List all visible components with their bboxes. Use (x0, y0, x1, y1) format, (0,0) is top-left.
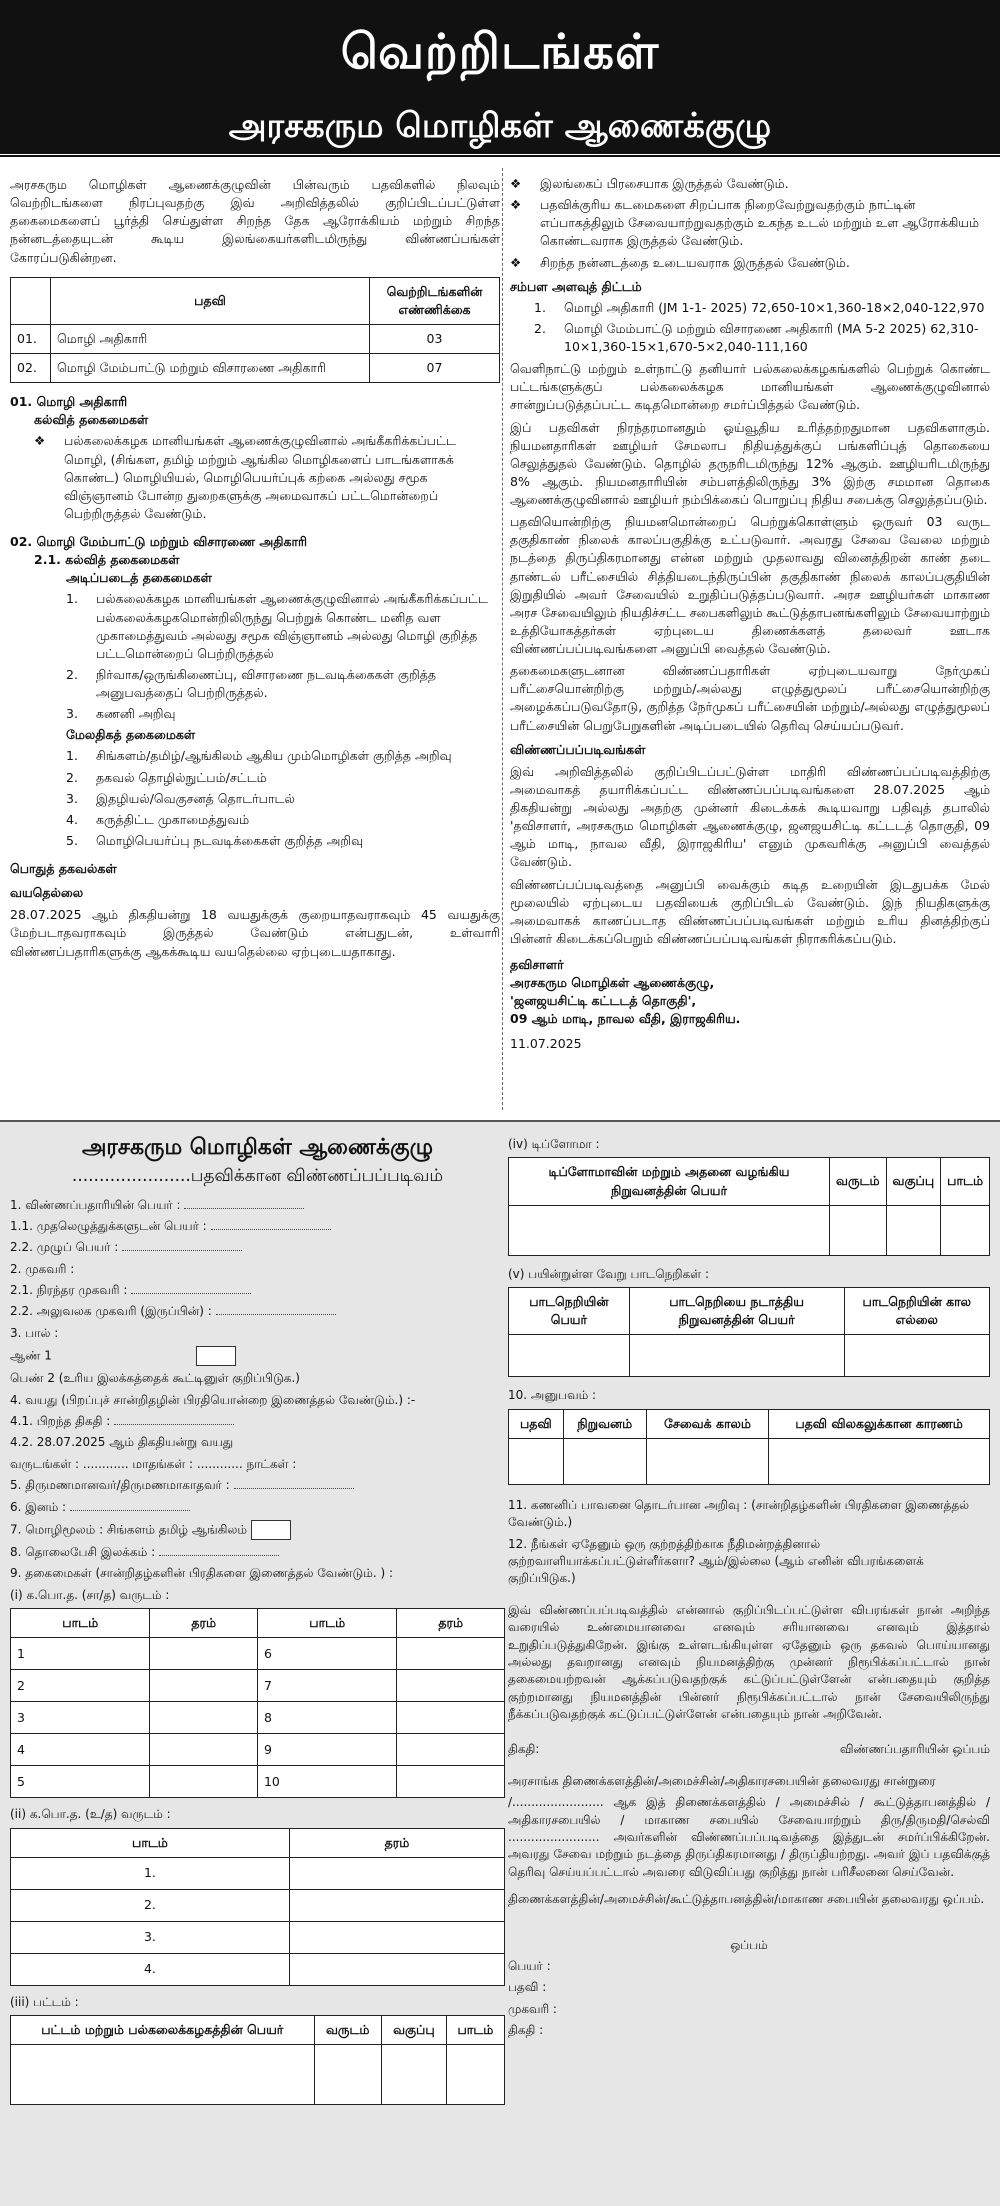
paragraph: இப் பதவிகள் நிரந்தரமானதும் ஓய்வூதிய உரித்தற்றதுமான பதவிகளாகும். நியமனதாரிகள் ஊழியர் சேமலாப நிதியத்துக்குப் பங்களிப்புத் தொகையை செலுத்துதல் வேண்டும். தொழில் தருநரிடமிருந்து 12% ஆகும். ஊழியரிடமிருந்து 8% ஆகும். நியமனதாரியின் சம்பளத்திலிருந்து 3% இற்கு சமமான தொகை ஆணைக்குழுவினால் ஊழியர் நம்பிக்கைப் பொறுப்பு நிதிய சபைக்கு செலுத்தப்படும். (510, 419, 990, 507)
section-title: பொதுத் தகவல்கள் (10, 861, 117, 876)
medium-box[interactable] (251, 1520, 291, 1540)
form-field-race[interactable]: 6. இனம் : (10, 1499, 505, 1516)
form-field-gender: 3. பால் : (10, 1325, 59, 1340)
list-item: 3. இதழியல்/வெகுசனத் தொடர்பாடல் (66, 790, 295, 806)
list-item: 2. மொழி மேம்பாட்டு மற்றும் விசாரணை அதிகாரி (MA 5-2 2025) 62,310-10×1,360-15×1,670-5×2,040-111,160 (534, 320, 979, 354)
form-field-office-address[interactable]: 2.2. அலுவலக முகவரி (இருப்பின்) : (10, 1303, 505, 1320)
list-item: 2. நிர்வாக/ஒருங்கிணைப்பு, விசாரணை நடவடிக்கைகள் குறித்த அனுபவத்தைப் பெற்றிருத்தல். (66, 666, 436, 700)
form-subtitle: ......................பதவிக்கான விண்ணப்பப்படிவம் (71, 1165, 444, 1186)
table-row[interactable]: 1. (11, 1857, 505, 1889)
subsection-title: அடிப்படைத் தகைமைகள் (66, 570, 212, 586)
list-item: ❖ பல்கலைக்கழக மானியங்கள் ஆணைக்குழுவினால் அங்கீகரிக்கப்பட்ட மொழி, (சிங்கள, தமிழ் மற்றும் ஆங்கில மொழிகளைப் பாடங்களாகக் கொண்ட) மொழியியல், மொழிபெயர்ப்புக் கற்கை அல்லது சமூக விஞ்ஞானம் போன்ற துறைகளுக்கு அமைவாகப் பட்டமொன்றைப் பெற்றிருத்தல் வேண்டும். (34, 432, 500, 523)
paragraph: வெளிநாட்டு மற்றும் உள்நாட்டு தனியார் பல்கலைக்கழகங்களில் பெற்றுக் கொண்ட பட்டங்களுக்குப் பல்கலைக்கழக மானியங்கள் ஆணைக்குழுவினால் சான்றுப்படுத்தப்பட்ட கடிதமொன்றை சமர்ப்பித்தல் வேண்டும். (510, 361, 990, 413)
al-table: பாடம் தரம் 1. 2. 3. 4. (10, 1828, 505, 1986)
form-field-age: 4. வயது (பிறப்புச் சான்றிதழின் பிரதியொன்றை இணைத்தல் வேண்டும்.) :- (10, 1392, 416, 1407)
table-row[interactable]: 2. (11, 1889, 505, 1921)
section-title: 02. மொழி மேம்பாட்டு மற்றும் விசாரணை அதிகாரி (10, 534, 308, 549)
table-row[interactable]: 5 10 (11, 1766, 505, 1798)
page-title: வெற்றிடங்கள் (340, 24, 660, 80)
footer-field-address[interactable]: முகவரி : (508, 2001, 557, 2016)
diploma-label: (iv) டிப்ளோமா : (508, 1137, 600, 1151)
list-item: 1. பல்கலைக்கழக மானியங்கள் ஆணைக்குழுவினால் அங்கீகரிக்கப்பட்ட பல்கலைக்கழகமொன்றிலிருந்து பெற்றுக் கொண்ட மனித வள முகாமைத்துவம் அல்லது சமூக விஞ்ஞானம் அல்லது மொழி குறித்த பட்டமொன்றைப் பெற்றிருத்தல் (66, 591, 488, 661)
table-row[interactable] (509, 1205, 990, 1255)
subsection-title: வயதெல்லை (10, 885, 84, 901)
course-label: (v) பயின்றுள்ள வேறு பாடநெறிகள் : (508, 1266, 709, 1281)
list-item: 1. மொழி அதிகாரி (JM 1-1- 2025) 72,650-10×1,360-18×2,040-122,970 (534, 299, 985, 315)
vacancy-table (10, 277, 500, 384)
footer-field-name[interactable]: பெயர் : (508, 1959, 551, 1973)
paragraph: விண்ணப்பப்படிவத்தை அனுப்பி வைக்கும் கடித உறையின் இடதுபக்க மேல் மூலையில் ஏற்புடைய பதவியைக் குறிப்பிடல் வேண்டும். இந் நியதிகளுக்கு அமைவாகக் காணப்படாத விண்ணப்பப்படிவங்கள் மற்றும் உரிய தினத்திற்குப் பின்னர் கிடைக்கப்பெறும் விண்ணப்பப்படிவங்கள் நிராகரிக்கப்படும். (510, 876, 990, 946)
form-field-phone[interactable]: 8. தொலைபேசி இலக்கம் : (10, 1544, 505, 1561)
subsection-title: சம்பள அளவுத் திட்டம் (510, 278, 642, 294)
form-field-name[interactable]: 1. விண்ணப்பதாரியின் பெயர் : (10, 1197, 505, 1214)
table-row: 01. மொழி அதிகாரி 03 (11, 324, 500, 353)
list-item: 4. கருத்திட்ட முகாமைத்துவம் (66, 811, 250, 827)
form-field-initials[interactable]: 1.1. முதலெழுத்துக்களுடன் பெயர் : (10, 1218, 505, 1235)
degree-table: பட்டம் மற்றும் பல்கலைக்கழகத்தின் பெயர் வருடம் வகுப்பு பாடம் (10, 2015, 505, 2105)
declaration: இவ் விண்ணப்பப்படிவத்தில் என்னால் குறிப்பிடப்பட்டுள்ள விபரங்கள் நான் அறிந்த வரையில் உண்மையானவை எனவும் சரியானவை எனவும் இத்தால் உறுதிப்படுத்துகிறேன். இங்கு உள்ளடங்கியுள்ள ஏதேனும் ஒரு தகவல் பொய்யானது அல்லது தவறானது எனவும் நியமனத்திற்கு முன்னர் நிரூபிக்கப்பட்டால் நான் தகைமையற்றவன் ஆக்கப்படுவதற்குக் கட்டுப்பட்டுள்ளேன் என்பதையும் குறித்த குற்றமானது நியமனத்தின் பின்னர் நிரூபிக்கப்பட்டால் நான் சேவையிலிருந்து நீக்கப்படுவதற்குக் கட்டுப்பட்டுள்ளேன் என்பதையும் நான் அறிவேன். (508, 1602, 990, 1722)
form-field-age-on-date: 4.2. 28.07.2025 ஆம் திகதியன்று வயது (10, 1435, 234, 1450)
table-row[interactable]: 4. (11, 1953, 505, 1985)
diploma-table: டிப்ளோமாவின் மற்றும் அதனை வழங்கிய நிறுவனத்தின் பெயர் வருடம் வகுப்பு பாடம் (508, 1157, 990, 1255)
subsection-title: விண்ணப்பப்படிவங்கள் (510, 741, 646, 757)
ol-table: பாடம் தரம் பாடம் தரம் 1 6 2 7 3 8 4 9 5 10 (10, 1608, 505, 1798)
date-label: திகதி: (508, 1742, 540, 1757)
subsection-title: 2.1. கல்வித் தகைமைகள் (34, 552, 180, 568)
table-row[interactable] (509, 1438, 990, 1484)
form-title: அரசகரும மொழிகள் ஆணைக்குழு (81, 1135, 433, 1160)
gender-male: ஆண் 1 (10, 1346, 505, 1366)
form-field-fullname[interactable]: 2.2. முழுப் பெயர் : (10, 1239, 505, 1256)
applicant-signature-label: விண்ணப்பதாரியின் ஒப்பம் (839, 1742, 990, 1757)
application-form (0, 1120, 1000, 2206)
table-row[interactable]: 4 9 (11, 1734, 505, 1766)
diamond-bullet-icon: ❖ (34, 433, 46, 449)
ol-label: (i) க.பொ.த. (சா/த) வருடம் : (10, 1587, 170, 1602)
degree-label: (iii) பட்டம் : (10, 1994, 79, 2009)
table-row[interactable]: 2 7 (11, 1670, 505, 1702)
list-item: 3. கணனி அறிவு (66, 706, 176, 722)
diamond-bullet-icon: ❖ (510, 197, 522, 213)
page-subtitle: அரசகரும மொழிகள் ஆணைக்குழு (228, 105, 772, 146)
certification-heading: அரசாங்க திணைக்களத்தின்/அமைச்சின்/அதிகாரசபையின் தலைவரது சான்றுரை (508, 1773, 936, 1788)
list-item: 5. மொழிபெயர்ப்பு நடவடிக்கைகள் குறித்த அறிவு (66, 832, 364, 848)
table-row[interactable] (509, 1335, 990, 1377)
list-item: 2. தகவல் தொழில்நுட்பம்/சட்டம் (66, 769, 267, 785)
notice-date: 11.07.2025 (510, 1035, 582, 1051)
form-field-permanent-address[interactable]: 2.1. நிரந்தர முகவரி : (10, 1282, 505, 1299)
diamond-bullet-icon: ❖ (510, 254, 522, 270)
form-field-conviction[interactable]: 12. நீங்கள் ஏதேனும் ஒரு குற்றத்திற்காக நீதிமன்றத்தினால் குற்றவாளியாக்கப்பட்டுள்ளீர்களா? ஆம்/இல்லை (ஆம் எனின் விபரங்களைக் குறிப்பிடுக.) (508, 1536, 924, 1586)
right-column (510, 172, 990, 1053)
paragraph: தகைமைகளுடனான விண்ணப்பதாரிகள் ஏற்புடையவாறு நேர்முகப் பரீட்சையொன்றிற்கு மற்றும்/அல்லது எழுத்துமூலப் பரீட்சையொன்றிற்கு அழைக்கப்படுவதோடு, குறித்த நேர்முகப் பரீட்சையின் மற்றும்/அல்லது எழுத்துமூலப் பரீட்சையின் பெறுபேறுகளின் அடிப்படையில் தெரிவு செய்யப்படுவர். (510, 663, 990, 733)
gender-female: பெண் 2 (உரிய இலக்கத்தைக் கூட்டினுள் குறிப்பிடுக.) (10, 1371, 300, 1386)
footer-field-date[interactable]: திகதி : (508, 2023, 544, 2038)
form-field-medium: 7. மொழிமூலம் : சிங்களம் தமிழ் ஆங்கிலம் (10, 1520, 505, 1540)
form-field-computer[interactable]: 11. கணனிப் பாவனை தொடர்பான அறிவு : (சான்றிதழ்களின் பிரதிகளை இணைத்தல் வேண்டும்.) (508, 1497, 970, 1530)
experience-table: பதவி நிறுவனம் சேவைக் காலம் பதவி விலகலுக்கான காரணம் (508, 1409, 990, 1485)
certification-footer: திணைக்களத்தின்/அமைச்சின்/கூட்டுத்தாபனத்தின்/மாகாண சபையின் தலைவரது ஒப்பம். (508, 1892, 985, 1907)
col-count: வெற்றிடங்களின் எண்ணிக்கை (370, 277, 500, 324)
list-item: ❖ பதவிக்குரிய கடமைகளை சிறப்பாக நிறைவேற்றுவதற்கும் நாட்டின் எப்பாகத்திலும் சேவையாற்றுவதற்கும் உகந்த உடல் மற்றும் உள ஆரோக்கியம் கொண்டவராக இருத்தல் வேண்டும். (510, 196, 990, 250)
intro-paragraph: அரசகரும மொழிகள் ஆணைக்குழுவின் பின்வரும் பதவிகளில் நிலவும் வெற்றிடங்களை நிரப்புவதற்கு இவ் அறிவித்தலில் குறிப்பிடப்பட்டுள்ள தகைமைகளைப் பூர்த்தி செய்துள்ள சிறந்த தேக ஆரோக்கியம் மற்றும் சிறந்த நன்னடத்தையுடன் கூடிய இலங்கையர்களிடமிருந்து விண்ணப்பங்கள் கோரப்படுகின்றன. (10, 177, 500, 265)
age-paragraph: 28.07.2025 ஆம் திகதியன்று 18 வயதுக்குக் குறையாதவராகவும் 45 வயதுக்கு மேற்படாதவராகவும் இருத்தல் வேண்டும் என்பதுடன், உள்வாரி விண்ணப்பதாரிகளுக்கு ஆகக்கூடிய வயதெல்லை ஏற்புடையதாகாது. (10, 907, 500, 959)
experience-label: 10. அனுபவம் : (508, 1388, 597, 1403)
list-item: ❖ இலங்கைப் பிரசையாக இருத்தல் வேண்டும். (510, 175, 990, 193)
form-right-column (508, 1132, 990, 2044)
paragraph: பதவியொன்றிற்கு நியமனமொன்றைப் பெற்றுக்கொள்ளும் ஒருவர் 03 வருட தகுதிகாண் நிலைக் காலப்பகுதிக்கு உட்படுவார். அவரது சேவை வேலை மற்றும் நடத்தை திருப்திகரமானது என்ன மற்றும் முதலாவது வினைத்திறன் காண் தடை தாண்டல் பரீட்சையில் சித்தியடைந்திருப்பின் தகுதிகாண் நிலைக் காலப்பகுதியின் இறுதியில் அவர் சேவையில் உறுதிப்படுத்தப்படுவார். அரச ஊழியர்கள் மாகாண அரச சேவையிலும் நியதிச்சட்ட சபைகளிலும் கூட்டுத்தாபனங்களிலும் சேவையாற்றும் உத்தியோகத்தர்கள் ஏற்புடைய திணைக்களத் தலைவர் ஊடாக விண்ணப்பப்படிவங்களை அனுப்பி வைத்தல் வேண்டும். (510, 514, 990, 656)
form-field-dob[interactable]: 4.1. பிறந்த திகதி : (10, 1413, 505, 1430)
signature-row (508, 1741, 990, 1758)
footer-field-post[interactable]: பதவி : (508, 1980, 547, 1995)
paragraph: இவ் அறிவித்தலில் குறிப்பிடப்பட்டுள்ள மாதிரி விண்ணப்பப்படிவத்திற்கு அமைவாகத் தயாரிக்கப்பட்ட விண்ணப்பப்படிவங்களை 28.07.2025 ஆம் திகதியன்று அல்லது அதற்கு முன்னர் கிடைக்கக் கூடியவாறு பதிவுத் தபாலில் 'தவிசாளர், அரசகரும மொழிகள் ஆணைக்குழு, ஜனஜயசிட்டி கட்டடத் தொகுதி, 09 ஆம் மாடி, நாவல வீதி, இராஜகிரிய' எனும் முகவரிக்கு அனுப்பி வைத்தல் வேண்டும். (510, 763, 990, 870)
diamond-bullet-icon: ❖ (510, 176, 522, 191)
advertisement-body (0, 158, 1000, 1120)
certification-text: /........................ ஆக இத் திணைக்களத்தில் / அமைச்சில் / கூட்டுத்தாபனத்தில் / அதிகாரசபையில் / மாகாண சபையில் சேவையாற்றும் திரு/திருமதி/செல்வி ........................ அவர்களின் விண்ணப்பப்படிவத்தை இத்துடன் சமர்ப்பிக்கிறேன். அவரது சேவை மற்றும் நடத்தை திருப்திகரமானது / திருப்தியற்றது. அவர் இப் பதவிக்குத் தெரிவு செய்யப்பட்டால் அவரை விடுவிப்பது குறித்து நான் பரிசீலனை செய்வேன். (508, 1795, 990, 1879)
table-row[interactable] (11, 2045, 505, 2105)
form-field-address: 2. முகவரி : (10, 1261, 75, 1276)
form-field-age-breakdown[interactable]: வருடங்கள் : ............ மாதங்கள் : ............ நாட்கள் : (10, 1456, 297, 1471)
course-table: பாடநெறியின் பெயர் பாடநெறியை நடாத்திய நிறுவனத்தின் பெயர் பாடநெறியின் கால எல்லை (508, 1287, 990, 1377)
table-row[interactable]: 3. (11, 1921, 505, 1953)
table-row[interactable]: 3 8 (11, 1702, 505, 1734)
form-left-column (10, 1132, 505, 2105)
left-column (10, 172, 500, 965)
form-field-marital[interactable]: 5. திருமணமானவர்/திருமணமாகாதவர் : (10, 1477, 505, 1494)
col-post: பதவி (51, 277, 370, 324)
table-row: 02. மொழி மேம்பாட்டு மற்றும் விசாரணை அதிகாரி 07 (11, 354, 500, 383)
subsection-title: கல்வித் தகைமைகள் (34, 412, 149, 428)
al-label: (ii) க.பொ.த. (உ/த) வருடம் : (10, 1807, 171, 1822)
list-item: 1. சிங்களம்/தமிழ்/ஆங்கிலம் ஆகிய மும்மொழிகள் குறித்த அறிவு (66, 748, 452, 764)
subsection-title: மேலதிகத் தகைமைகள் (66, 727, 196, 743)
form-field-qualifications: 9. தகைமைகள் (சான்றிதழ்களின் பிரதிகளை இணைத்தல் வேண்டும். ) : (10, 1566, 394, 1581)
table-row[interactable]: 1 6 (11, 1638, 505, 1670)
gender-box[interactable] (196, 1346, 236, 1366)
signature-block: தவிசாளர் அரசகரும மொழிகள் ஆணைக்குழு, 'ஜனஜயசிட்டி கட்டடத் தொகுதி', 09 ஆம் மாடி, நாவல வீதி, இராஜகிரிய. (510, 957, 741, 1027)
head-signature-label: ஒப்பம் (730, 1937, 768, 1952)
section-title: 01. மொழி அதிகாரி (10, 394, 128, 410)
list-item: ❖ சிறந்த நன்னடத்தை உடையவராக இருத்தல் வேண்டும். (510, 254, 990, 272)
header-banner (0, 0, 1000, 158)
column-divider (502, 168, 503, 1110)
